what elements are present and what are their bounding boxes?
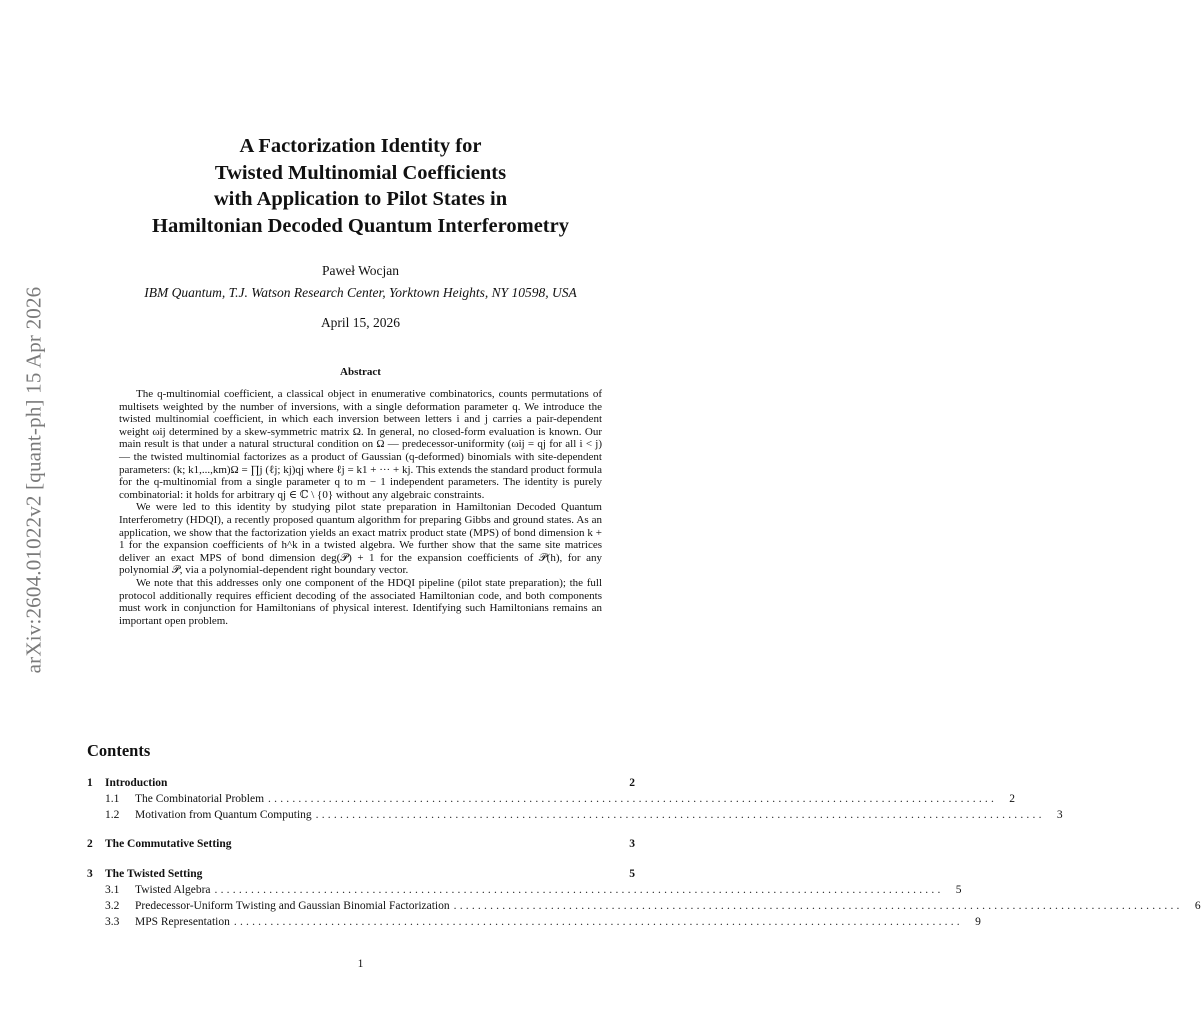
abstract-paragraph: The q-multinomial coefficient, a classical object in enumerative combinatorics, counts permutations of multisets weighted by the number of inversions, with a single deformation parameter q. We introduce the twisted multinomial coefficient, in which each inversion between letters i and j carries a pair-dependent weight ωij determined by a skew-symmetric matrix Ω. In general, no closed-form evaluation is known. Our main result is that under a natural structural condition on Ω — predecessor-uniformity (ωij = qj for all i < j) — the twisted multinomial factorizes as a product of Gaussian (q-deformed) binomials with site-dependent parameters: (k; k1,...,km)Ω = ∏j (ℓj; kj)qj where ℓj = k1 + ··· + kj. This extends the standard product formula for the q-multinomial from a single parameter q to m − 1 independent parameters. The identity is purely combinatorial: it holds for arbitrary qj ∈ ℂ \ {0} without any algebraic constraints. <box>119 388 602 501</box>
toc-page: 3 <box>629 838 635 850</box>
title-line: Twisted Multinomial Coefficients <box>214 161 507 184</box>
toc-entry-section[interactable] <box>87 867 635 883</box>
toc-page: 2 <box>629 777 635 789</box>
toc-number: 3 <box>87 868 93 880</box>
toc-title: Introduction <box>105 777 168 789</box>
toc-entry-subsection[interactable] <box>87 808 1063 824</box>
title-line: Hamiltonian Decoded Quantum Interferometry <box>152 214 569 237</box>
contents-heading: Contents <box>87 741 151 760</box>
toc-entry-subsection[interactable] <box>87 792 1016 808</box>
arxiv-id: arXiv:2604.01022v2 [quant-ph] 15 Apr 2026 <box>21 286 46 674</box>
author-name: Paweł Wocjan <box>321 263 400 278</box>
paper-title <box>0 133 721 239</box>
arxiv-sidebar-stamp <box>12 285 56 675</box>
toc-number: 1.2 <box>105 809 120 821</box>
toc-page: 5 <box>629 868 635 880</box>
toc-leader-dots: ........................................................................................................................ <box>268 793 998 805</box>
title-line: A Factorization Identity for <box>239 135 482 157</box>
toc-page: 5 <box>955 884 962 896</box>
toc-page: 9 <box>975 916 981 928</box>
abstract-paragraph: We were led to this identity by studying pilot state preparation in Hamiltonian Decoded Quantum Interferometry (HDQI), a recently proposed quantum algorithm for preparing Gibbs and ground states. As an application, we show that the factorization yields an exact matrix product state (MPS) of bond dimension k + 1 for the expansion coefficients of h^k in a twisted algebra. We further show that the same site matrices deliver an exact MPS of bond dimension deg(𝒫) + 1 for the expansion coefficients of 𝒫(h), for any polynomial 𝒫, via a polynomial-dependent right boundary vector. <box>119 501 602 577</box>
abstract-body <box>119 388 602 627</box>
title-line: with Application to Pilot States in <box>213 188 508 210</box>
toc-entry-subsection[interactable] <box>87 883 962 899</box>
toc-page: 3 <box>1056 809 1063 821</box>
author-affiliation: IBM Quantum, T.J. Watson Research Center, Yorktown Heights, NY 10598, USA <box>144 285 577 300</box>
toc-entry-subsection[interactable] <box>87 915 981 931</box>
toc-number: 3.1 <box>105 884 120 896</box>
toc-page: 6 <box>1194 900 1201 912</box>
toc-number: 2 <box>87 838 93 850</box>
toc-title: Predecessor-Uniform Twisting and Gaussian Binomial Factorization <box>135 900 450 912</box>
toc-leader-dots: ........................................................................................................................ <box>453 900 1183 912</box>
toc-title: Motivation from Quantum Computing <box>135 809 312 821</box>
abstract-heading: Abstract <box>340 366 381 378</box>
toc-number: 3.3 <box>105 916 120 928</box>
abstract-paragraph: We note that this addresses only one component of the HDQI pipeline (pilot state preparation); the full protocol additionally requires efficient decoding of the associated Hamiltonian code, and both components must work in conjunction for Hamiltonians of physical interest. Identifying such Hamiltonians remains an important open problem. <box>119 576 602 627</box>
toc-number: 1.1 <box>105 793 120 805</box>
toc-number: 3.2 <box>105 900 120 912</box>
toc-leader-dots: ........................................................................................................................ <box>233 916 963 928</box>
toc-number: 1 <box>87 777 93 789</box>
toc-leader-dots: ........................................................................................................................ <box>214 884 944 896</box>
toc-title: Twisted Algebra <box>135 884 211 896</box>
page-number: 1 <box>357 958 364 970</box>
toc-page: 2 <box>1009 793 1016 805</box>
paper-date: April 15, 2026 <box>320 315 401 330</box>
toc-leader-dots: ........................................................................................................................ <box>315 809 1045 821</box>
toc-entry-subsection[interactable] <box>87 899 1201 915</box>
toc-entry-section[interactable] <box>87 776 635 792</box>
toc-title: MPS Representation <box>135 916 230 928</box>
toc-title: The Combinatorial Problem <box>135 793 265 805</box>
toc-title: The Commutative Setting <box>105 838 232 850</box>
toc-title: The Twisted Setting <box>105 868 203 880</box>
toc-entry-section[interactable] <box>87 837 635 853</box>
